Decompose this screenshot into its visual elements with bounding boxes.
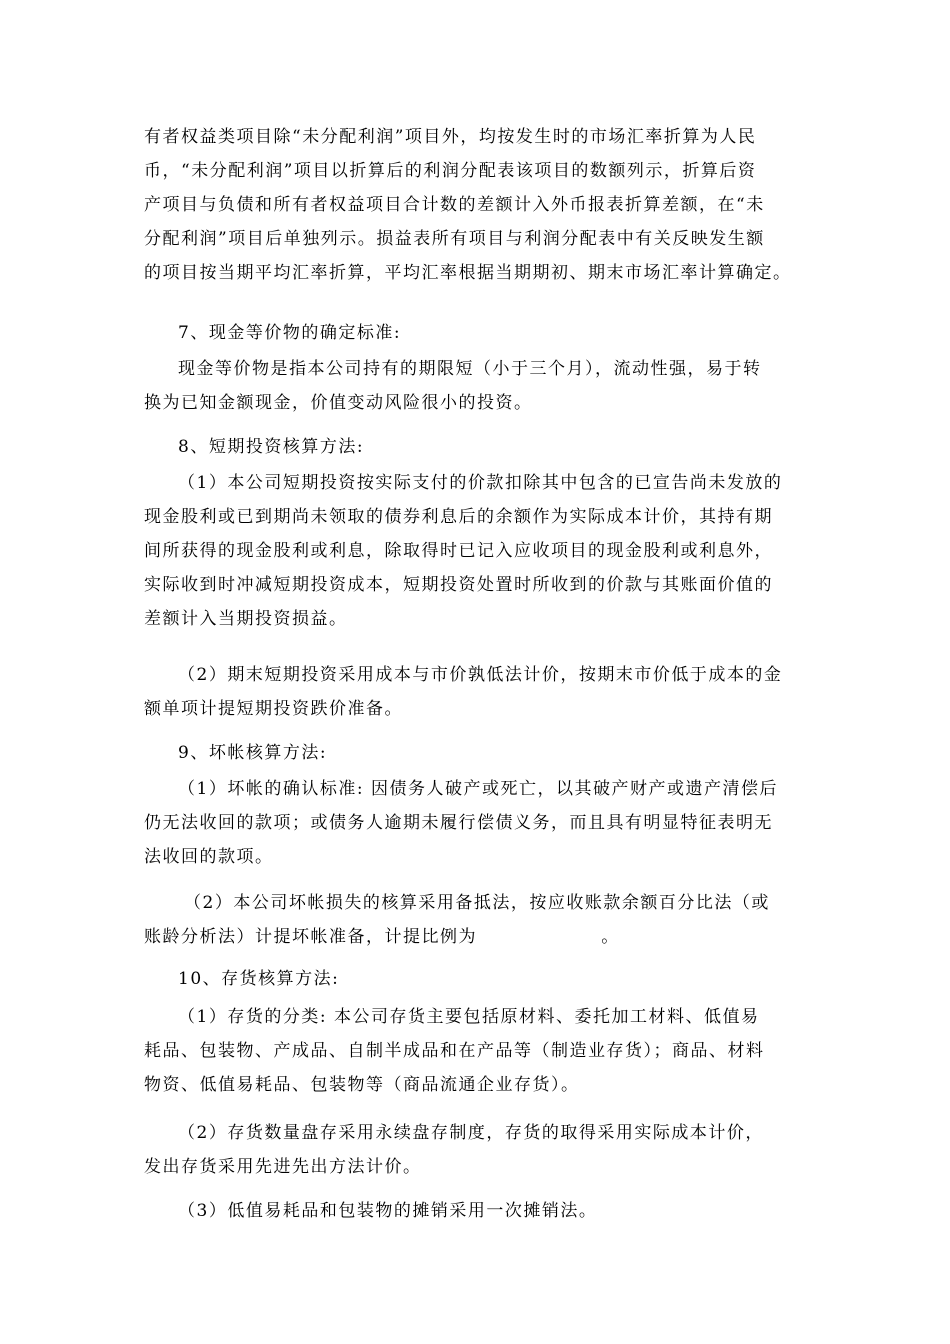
text-line: 现金股利或已到期尚未领取的债券利息后的余额作为实际成本计价，其持有期 [144,507,773,527]
text-line: 的项目按当期平均汇率折算，平均汇率根据当期期初、期末市场汇率计算确定。 [144,263,792,283]
text-line: 耗品、包装物、产成品、自制半成品和在产品等（制造业存货）；商品、材料 [144,1041,765,1061]
heading-text: 10、存货核算方法: [178,969,340,989]
heading-text: 8、短期投资核算方法: [178,437,365,457]
text-line: 法收回的款项。 [144,847,274,867]
paragraph-cash-equivalents [144,352,809,420]
text-line: （2）期末短期投资采用成本与市价孰低法计价，按期末市价低于成本的金 [178,665,783,685]
heading-text: 7、现金等价物的确定标准: [178,323,402,343]
paragraph-inventory-3 [144,1194,809,1228]
text-line: 现金等价物是指本公司持有的期限短（小于三个月），流动性强，易于转 [178,359,762,379]
text-line: 有者权益类项目除“未分配利润”项目外，均按发生时的市场汇率折算为人民 [144,127,757,147]
text-line: 发出存货采用先进先出方法计价。 [144,1157,422,1177]
paragraph-short-term-investment-2 [144,658,809,726]
paragraph-short-term-investment-1 [144,466,809,636]
paragraph-bad-debt-2 [144,886,809,954]
heading-cash-equivalents [144,316,809,350]
text-line: （3）低值易耗品和包装物的摊销采用一次摊销法。 [178,1201,598,1221]
heading-text: 9、坏帐核算方法: [178,743,328,763]
text-line: 物资、低值易耗品、包装物等（商品流通企业存货）。 [144,1075,580,1095]
text-line: （1）坏帐的确认标准: 因债务人破产或死亡，以其破产财产或遗产清偿后 [178,779,778,799]
text-line: 分配利润”项目后单独列示。损益表所有项目与利润分配表中有关反映发生额 [144,229,765,249]
text-line: 仍无法收回的款项；或债务人逾期未履行偿债义务，而且具有明显特征表明无 [144,813,773,833]
heading-bad-debt [144,736,809,770]
paragraph-inventory-2 [144,1116,809,1184]
text-line: 差额计入当期投资损益。 [144,609,348,629]
heading-short-term-investment [144,430,809,464]
text-line: （1）存货的分类: 本公司存货主要包括原材料、委托加工材料、低值易 [178,1007,760,1027]
text-line: 币，“未分配利润”项目以折算后的利润分配表该项目的数额列示，折算后资 [144,161,757,181]
heading-inventory [144,962,809,996]
paragraph-bad-debt-1 [144,772,809,874]
text-line-with-blank: 账龄分析法）计提坏帐准备，计提比例为 。 [144,927,620,947]
text-line: 换为已知金额现金，价值变动风险很小的投资。 [144,393,533,413]
text-line: 产项目与负债和所有者权益项目合计数的差额计入外币报表折算差额，在“未 [144,195,765,215]
text-line: （2）本公司坏帐损失的核算采用备抵法，按应收账款余额百分比法（或 [184,893,770,913]
text-line: 间所获得的现金股利或利息，除取得时已记入应收项目的现金股利或利息外， [144,541,773,561]
text-line: 额单项计提短期投资跌价准备。 [144,699,403,719]
paragraph-inventory-1 [144,1000,809,1102]
text-line: 实际收到时冲减短期投资成本，短期投资处置时所收到的价款与其账面价值的 [144,575,773,595]
text-line: （2）存货数量盘存采用永续盘存制度，存货的取得采用实际成本计价， [178,1123,764,1143]
text-line: （1）本公司短期投资按实际支付的价款扣除其中包含的已宣告尚未发放的 [178,473,783,493]
paragraph-forex-translation [144,120,809,290]
